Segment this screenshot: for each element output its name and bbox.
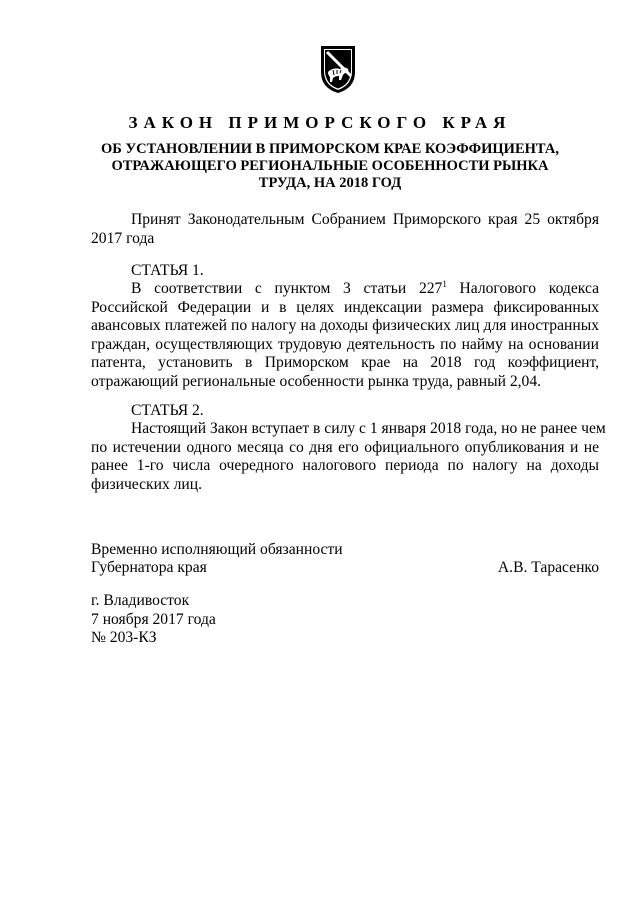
article1-line: патента, установить в Приморском крае на 2018 год коэффициент, [91, 354, 599, 371]
subtitle-line: ОТРАЖАЮЩЕГО РЕГИОНАЛЬНЫЕ ОСОБЕННОСТИ РЫНКА [111, 158, 549, 174]
adoption-line: Принят Законодательным Собранием Приморского края 25 октября [131, 211, 599, 228]
subtitle-line: ТРУДА, НА 2018 ГОД [258, 175, 402, 191]
article1-line [91, 280, 599, 299]
article2-line: физических лиц. [91, 475, 203, 493]
coat-of-arms-icon [318, 42, 358, 94]
article1-line: отражающий региональные особенности рынка труда, равный 2,04. [91, 372, 542, 390]
signatory-position: Временно исполняющий обязанности [91, 541, 343, 558]
law-subtitle [100, 141, 560, 192]
document-date: 7 ноября 2017 года [91, 610, 216, 628]
article2-heading: СТАТЬЯ 2. [131, 402, 204, 419]
document-city: г. Владивосток [91, 592, 190, 609]
article1-heading: СТАТЬЯ 1. [131, 262, 204, 279]
subtitle-line: ОБ УСТАНОВЛЕНИИ В ПРИМОРСКОМ КРАЕ КОЭФФИЦИЕНТА, [101, 141, 559, 157]
signature-block [91, 541, 599, 577]
article2-line: Настоящий Закон вступает в силу с 1 января 2018 года, но не ранее чем [131, 420, 606, 437]
article1-line1-pre: В соответствии с пунктом 3 статьи 227 [131, 280, 443, 297]
signatory-name: А.В. Тарасенко [497, 559, 599, 576]
adoption-note [91, 211, 599, 248]
article1-line1-post: Налогового кодекса [446, 280, 599, 297]
signatory-position: Губернатора края [91, 559, 207, 576]
article2-line: ранее 1-го числа очередного налогового периода по налогу на доходы [91, 457, 599, 474]
article2-text [91, 420, 606, 494]
article1-line: авансовых платежей по налогу на доходы физических лиц для иностранных [91, 317, 599, 334]
adoption-line: 2017 года [91, 229, 155, 247]
law-title: ЗАКОН ПРИМОРСКОГО КРАЯ [128, 113, 512, 132]
document-footer [91, 592, 216, 648]
article1-text [91, 280, 599, 391]
article2-line: по истечении одного месяца со дня его официального опубликования и не [91, 438, 599, 456]
article1-line: граждан, осуществляющих трудовую деятельность по найму на основании [91, 335, 599, 353]
article1-line: Российской Федерации и в целях индексации размера фиксированных [91, 298, 599, 316]
document-number: № 203-КЗ [91, 629, 157, 646]
article-superscript: 1 [442, 278, 447, 289]
